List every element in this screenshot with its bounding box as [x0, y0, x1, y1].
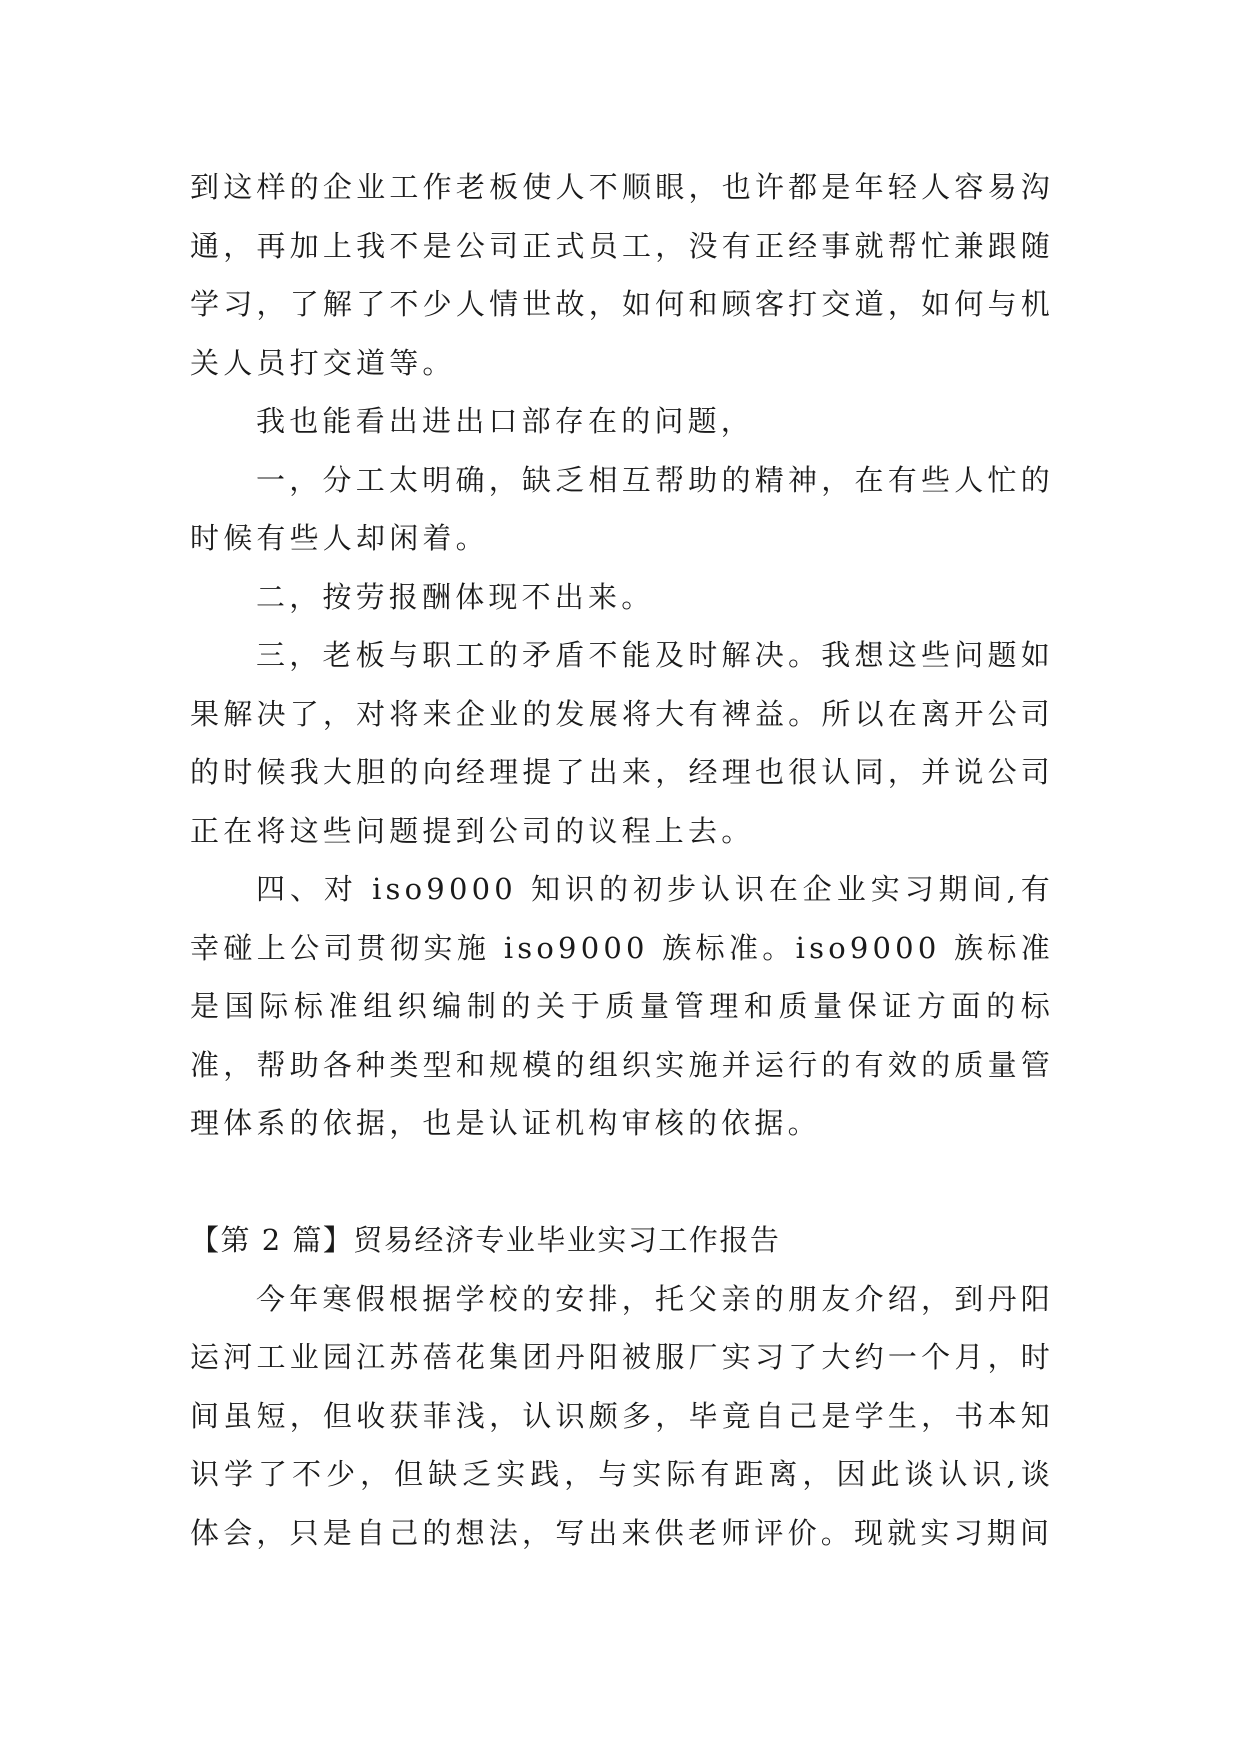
paragraph-problem-three: 三，老板与职工的矛盾不能及时解决。我想这些问题如果解决了，对将来企业的发展将大有裨益。所以在离开公司的时候我大胆的向经理提了出来，经理也很认同，并说公司正在将这些问题提到公司的议程上去。: [190, 638, 1054, 848]
paragraph-problems-intro: 我也能看出进出口部存在的问题，: [256, 404, 755, 438]
paragraph-problem-two: 二，按劳报酬体现不出来。: [256, 579, 655, 614]
section-title: 【第 2 篇】贸易经济专业毕业实习工作报告: [190, 1223, 781, 1257]
section-spacer: [190, 1153, 1054, 1212]
document-body: [190, 158, 1054, 1562]
paragraph-internship-intro: 今年寒假根据学校的安排，托父亲的朋友介绍，到丹阳运河工业园江苏蓓花集团丹阳被服厂实习了大约一个月，时间虽短，但收获菲浅，认识颇多，毕竟自己是学生，书本知识学了不少，但缺乏实践，与实际有距离，因此谈认识,谈体会，只是自己的想法，写出来供老师评价。现就实习期间: [190, 1281, 1054, 1550]
paragraph-problem-one: 一，分工太明确，缺乏相互帮助的精神，在有些人忙的时候有些人却闲着。: [190, 462, 1054, 555]
paragraph-iso9000: 四、对 iso9000 知识的初步认识在企业实习期间,有幸碰上公司贯彻实施 iso9000 族标准。iso9000 族标准是国际标准组织编制的关于质量管理和质量保证方面的标准，帮助各种类型和规模的组织实施并运行的有效的质量管理体系的依据，也是认证机构审核的依据。: [190, 872, 1054, 1140]
paragraph-continuation: 到这样的企业工作老板使人不顺眼，也许都是年轻人容易沟通，再加上我不是公司正式员工，没有正经事就帮忙兼跟随学习，了解了不少人情世故，如何和顾客打交道，如何与机关人员打交道等。: [190, 170, 1054, 380]
